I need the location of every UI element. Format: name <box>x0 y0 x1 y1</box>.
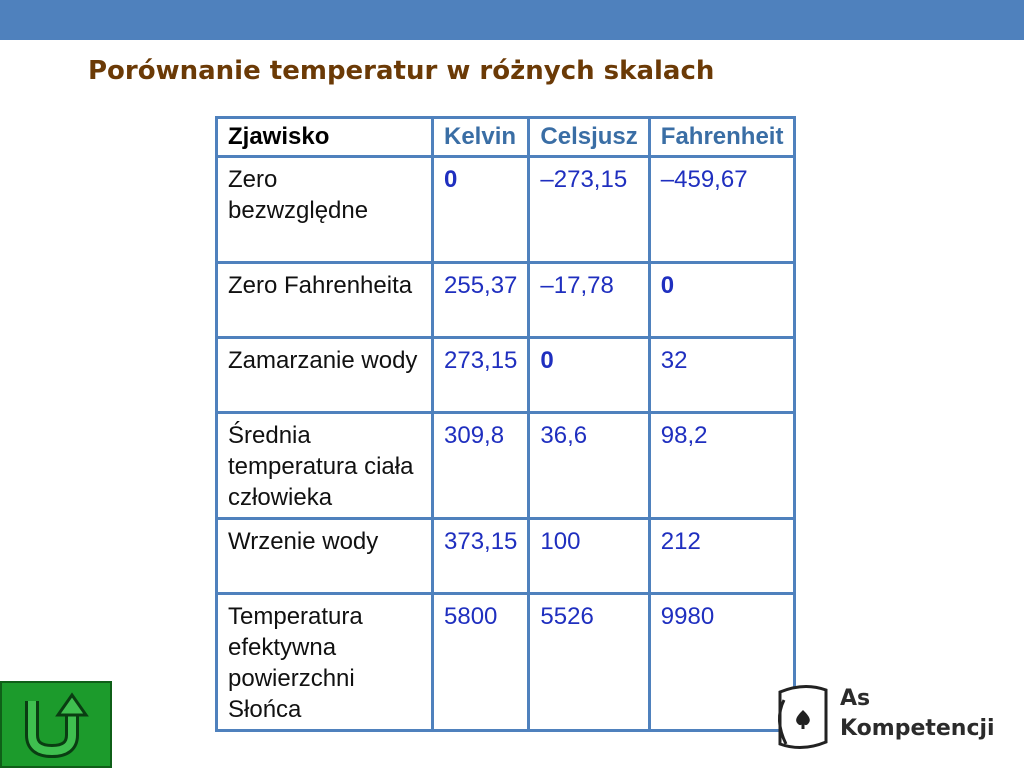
phenomenon-cell: Średnia temperatura ciała człowieka <box>217 413 433 519</box>
phenomenon-cell: Wrzenie wody <box>217 519 433 594</box>
celsius-cell: 0 <box>529 338 649 413</box>
playing-card-spade-icon <box>770 680 836 760</box>
fahrenheit-cell: 0 <box>649 263 795 338</box>
phenomenon-cell: Zamarzanie wody <box>217 338 433 413</box>
table-row <box>217 157 795 263</box>
return-arrow-icon <box>2 683 110 766</box>
header-fahrenheit: Fahrenheit <box>649 118 795 157</box>
phenomenon-cell: Temperatura efektywna powierzchni Słońca <box>217 594 433 731</box>
phenomenon-cell: Zero bezwzględne <box>217 157 433 263</box>
kelvin-cell: 255,37 <box>433 263 529 338</box>
kelvin-cell: 5800 <box>433 594 529 731</box>
header-phenomenon: Zjawisko <box>217 118 433 157</box>
celsius-cell: –273,15 <box>529 157 649 263</box>
fahrenheit-cell: 212 <box>649 519 795 594</box>
fahrenheit-cell: –459,67 <box>649 157 795 263</box>
kelvin-cell: 373,15 <box>433 519 529 594</box>
celsius-cell: 100 <box>529 519 649 594</box>
table-row <box>217 338 795 413</box>
table-header-row <box>217 118 795 157</box>
fahrenheit-cell: 32 <box>649 338 795 413</box>
header-celsius: Celsjusz <box>529 118 649 157</box>
slide-title: Porównanie temperatur w różnych skalach <box>88 56 715 86</box>
header-kelvin: Kelvin <box>433 118 529 157</box>
return-button[interactable] <box>0 681 112 768</box>
top-bar <box>0 0 1024 40</box>
celsius-cell: 5526 <box>529 594 649 731</box>
table-row <box>217 594 795 731</box>
celsius-cell: 36,6 <box>529 413 649 519</box>
kelvin-cell: 273,15 <box>433 338 529 413</box>
table-row <box>217 519 795 594</box>
logo-line-1: As <box>840 686 871 711</box>
table-row <box>217 413 795 519</box>
as-kompetencji-logo <box>770 680 1010 760</box>
celsius-cell: –17,78 <box>529 263 649 338</box>
phenomenon-cell: Zero Fahrenheita <box>217 263 433 338</box>
kelvin-cell: 0 <box>433 157 529 263</box>
logo-text <box>840 684 995 744</box>
fahrenheit-cell: 9980 <box>649 594 795 731</box>
temperature-table <box>215 116 796 732</box>
table-row <box>217 263 795 338</box>
kelvin-cell: 309,8 <box>433 413 529 519</box>
logo-line-2: Kompetencji <box>840 716 995 741</box>
fahrenheit-cell: 98,2 <box>649 413 795 519</box>
